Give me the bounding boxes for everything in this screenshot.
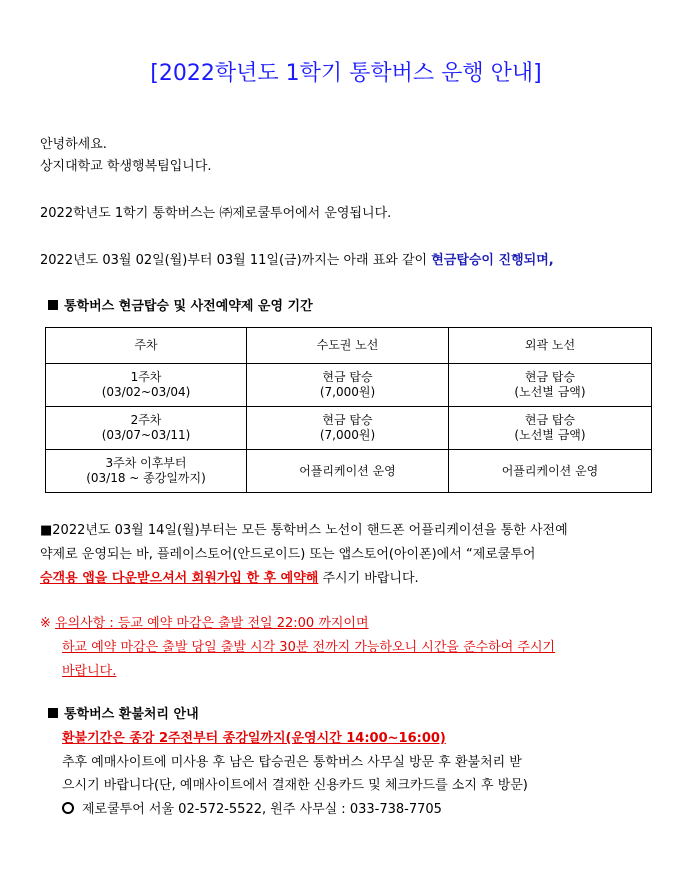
section-heading-cash-text: 통학버스 현금탑승 및 사전예약제 운영 기간 <box>64 299 313 314</box>
header-metro: 수도권 노선 <box>247 328 449 364</box>
notice-text-1: 유의사항 : 등교 예약 마감은 출발 전일 22:00 까지이며 <box>55 616 369 631</box>
metro-fare: (7,000원) <box>319 385 376 399</box>
week-cell <box>46 450 247 493</box>
reference-mark-icon: ※ <box>40 616 51 631</box>
circle-bullet-icon <box>62 802 74 814</box>
outer-fare: (노선별 금액) <box>514 428 586 442</box>
schedule-table <box>45 327 652 493</box>
greeting-line-1: 안녕하세요. <box>40 137 107 152</box>
table-row <box>46 450 652 493</box>
metro-cell <box>247 407 449 450</box>
table-row <box>46 364 652 407</box>
header-week: 주차 <box>46 328 247 364</box>
table-row <box>46 407 652 450</box>
section-heading-refund <box>48 706 199 724</box>
outer-fare: (노선별 금액) <box>514 385 586 399</box>
notice-line-3: 바랍니다. <box>62 664 117 679</box>
metro-cell: 어플리케이션 운영 <box>247 450 449 493</box>
notice-line-1 <box>40 612 555 636</box>
refund-block <box>62 727 528 821</box>
section-heading-cash <box>48 298 313 316</box>
section-heading-refund-text: 통학버스 환불처리 안내 <box>64 707 199 722</box>
app-para-line-3 <box>40 567 568 591</box>
metro-mode: 현금 탑승 <box>322 370 373 384</box>
metro-cell <box>247 364 449 407</box>
metro-fare: (7,000원) <box>319 428 376 442</box>
refund-contact <box>62 798 528 822</box>
metro-mode: 현금 탑승 <box>322 413 373 427</box>
square-bullet-icon <box>48 708 58 718</box>
square-bullet-icon <box>48 300 58 310</box>
refund-period: 환불기간은 종강 2주전부터 종강일까지(운영시간 14:00~16:00) <box>62 731 446 746</box>
outer-cell <box>449 407 652 450</box>
week-label: 3주차 이후부터 <box>105 456 187 470</box>
cash-period-highlight: 현금탑승이 진행되며, <box>431 253 554 268</box>
outer-cell: 어플리케이션 운영 <box>449 450 652 493</box>
week-cell <box>46 364 247 407</box>
week-label: 1주차 <box>130 370 162 384</box>
app-para-line-2: 약제로 운영되는 바, 플레이스토어(안드로이드) 또는 앱스토어(아이폰)에서 “제로쿨투어 <box>40 547 536 562</box>
operator-line: 2022학년도 1학기 통학버스는 ㈜제로쿨투어에서 운영됩니다. <box>40 206 392 221</box>
refund-line-1: 추후 예매사이트에 미사용 후 남은 탑승권은 통학버스 사무실 방문 후 환불처리 받 <box>62 754 522 770</box>
outer-mode: 현금 탑승 <box>524 413 576 427</box>
page-title: [2022학년도 1학기 통학버스 운행 안내] <box>150 61 542 86</box>
table-header-row <box>46 328 652 364</box>
app-para-line-1: ■2022년도 03월 14일(월)부터는 모든 통학버스 노선이 핸드폰 어플리케이션을 통한 사전예 <box>40 523 568 538</box>
greeting-line-2: 상지대학교 학생행복팀입니다. <box>40 159 212 174</box>
week-cell <box>46 407 247 450</box>
notice-block <box>40 612 555 684</box>
app-reservation-paragraph <box>40 519 568 591</box>
week-dates: (03/18 ~ 종강일까지) <box>86 471 206 485</box>
notice-line-2: 하교 예약 마감은 출발 당일 출발 시각 30분 전까지 가능하오니 시간을 준수하여 주시기 <box>62 640 556 655</box>
week-label: 2주차 <box>130 413 162 427</box>
refund-contact-text: 제로쿨투어 서울 02-572-5522, 원주 사무실 : 033-738-7705 <box>82 801 442 817</box>
week-dates: (03/02~03/04) <box>101 385 191 399</box>
app-para-highlight: 승객용 앱을 다운받으셔서 회원가입 한 후 예약해 <box>40 571 319 586</box>
cash-period-prefix: 2022년도 03월 02일(월)부터 03월 11일(금)까지는 아래 표와 같이 <box>40 253 432 268</box>
week-dates: (03/07~03/11) <box>101 428 191 442</box>
header-outer: 외곽 노선 <box>449 328 652 364</box>
outer-cell <box>449 364 652 407</box>
refund-line-2: 으시기 바랍니다(단, 예매사이트에서 결재한 신용카드 및 체크카드를 소지 후 방문) <box>62 778 528 793</box>
cash-period-line <box>40 252 554 270</box>
outer-mode: 현금 탑승 <box>524 370 576 384</box>
app-para-rest: 주시기 바랍니다. <box>318 571 419 586</box>
